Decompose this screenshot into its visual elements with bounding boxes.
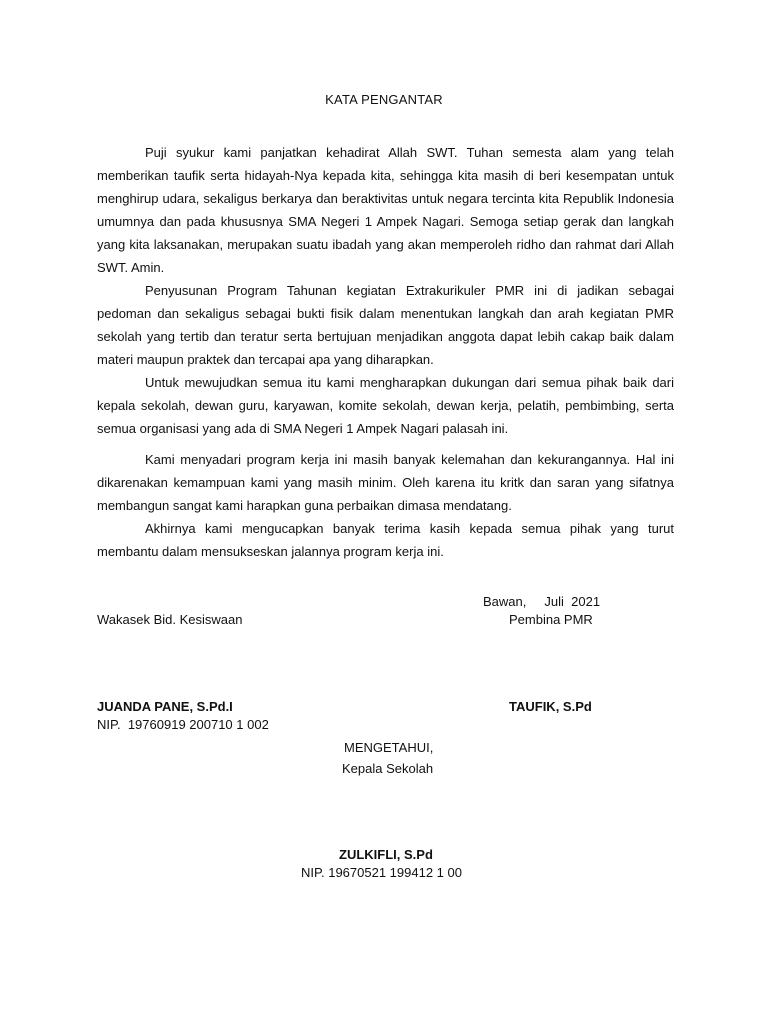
- right-signer-role: Pembina PMR: [509, 612, 593, 627]
- paragraph-2: Penyusunan Program Tahunan kegiatan Extrakurikuler PMR ini di jadikan sebagai pedoman dan sekaligus sebagai bukti fisik dalam menentukan langkah dan arah kegiatan PMR sekolah yang tertib dan teratur serta bertujuan menjadikan anggota dapat lebih cakap baik dalam materi maupun praktek dan tercapai apa yang diharapkan.: [97, 283, 674, 367]
- left-signer-role: Wakasek Bid. Kesiswaan: [97, 612, 243, 627]
- principal-name: ZULKIFLI, S.Pd: [339, 847, 433, 862]
- page-title: KATA PENGANTAR: [325, 92, 443, 107]
- principal-role: Kepala Sekolah: [342, 761, 434, 776]
- principal-nip: NIP. 19670521 199412 1 00: [301, 865, 462, 880]
- paragraph-4: Kami menyadari program kerja ini masih banyak kelemahan dan kekurangannya. Hal ini dikarenakan kemampuan kami yang masih minim. Oleh karena itu kritk dan saran yang sifatnya membangun sangat kami harapkan guna perbaikan dimasa mendatang.: [97, 452, 674, 513]
- left-signer-name: JUANDA PANE, S.Pd.I: [97, 699, 233, 714]
- acknowledged-label: MENGETAHUI,: [344, 740, 434, 755]
- place-date: Bawan, Juli 2021: [483, 594, 601, 609]
- right-signer-name: TAUFIK, S.Pd: [509, 699, 592, 714]
- paragraph-5: Akhirnya kami mengucapkan banyak terima kasih kepada semua pihak yang turut membantu dalam mensukseskan jalannya program kerja ini.: [97, 521, 674, 559]
- left-signer-nip: NIP. 19760919 200710 1 002: [97, 717, 269, 732]
- paragraph-3: Untuk mewujudkan semua itu kami mengharapkan dukungan dari semua pihak baik dari kepala sekolah, dewan guru, karyawan, komite sekolah, dewan kerja, pelatih, pembimbing, serta semua organisasi yang ada di SMA Negeri 1 Ampek Nagari palasah ini.: [97, 375, 674, 436]
- body-text: [97, 141, 674, 563]
- paragraph-1: Puji syukur kami panjatkan kehadirat Allah SWT. Tuhan semesta alam yang telah memberikan taufik serta hidayah-Nya kepada kita, sehingga kita masih di beri kesempatan untuk menghirup udara, sekaligus berkarya dan beraktivitas untuk negara tercinta kita Republik Indonesia umumnya dan pada khususnya SMA Negeri 1 Ampek Nagari. Semoga setiap gerak dan langkah yang kita laksanakan, merupakan suatu ibadah yang akan memperoleh ridho dan rahmat dari Allah SWT. Amin.: [97, 145, 674, 275]
